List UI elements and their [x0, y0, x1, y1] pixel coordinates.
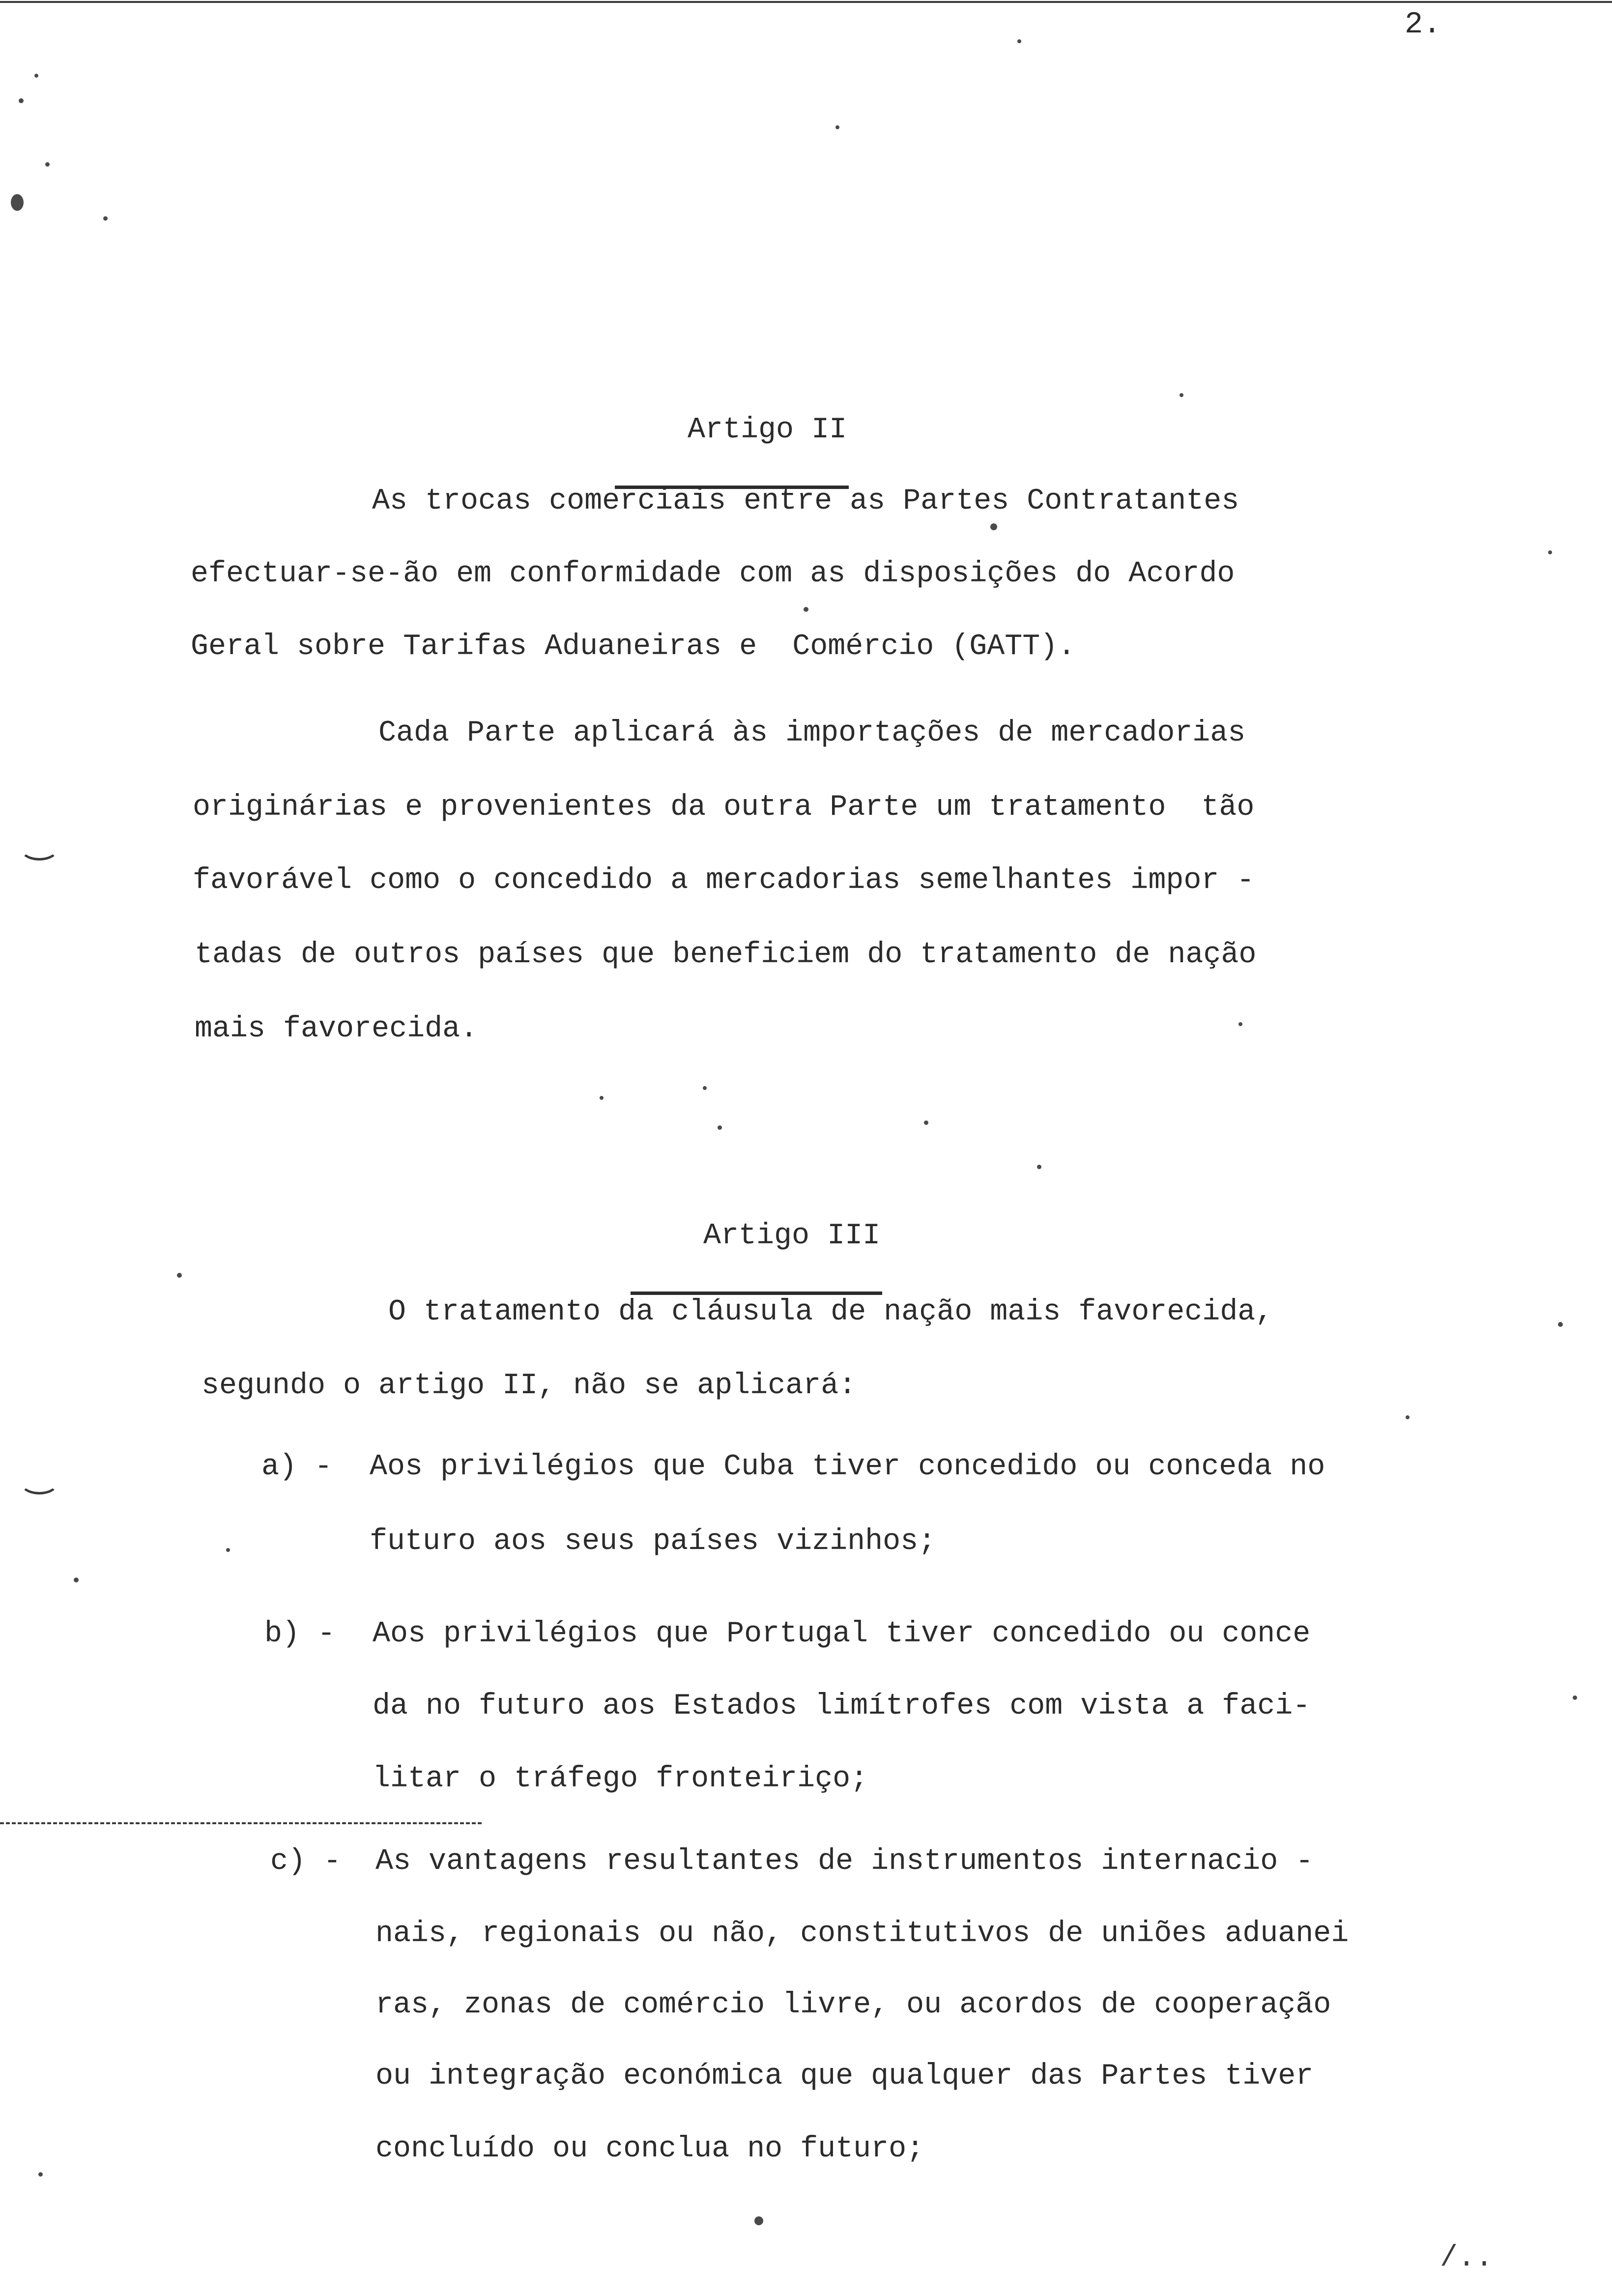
scan-speck: [226, 1548, 230, 1552]
scan-speck: [1558, 1322, 1563, 1327]
scan-speck: [718, 1125, 722, 1130]
top-border-line: [0, 1, 1612, 3]
item-c-line: ras, zonas de comércio livre, ou acordos de cooperação: [375, 1988, 1331, 2022]
scan-speck: [103, 216, 108, 221]
scan-speck: [38, 2172, 43, 2177]
item-c-line: nais, regionais ou não, constitutivos de uniões aduanei: [375, 1917, 1349, 1951]
scan-speck: [1238, 1022, 1242, 1026]
item-b-line: Aos privilégios que Portugal tiver concedido ou conce: [373, 1617, 1311, 1651]
scan-speck: [74, 1578, 79, 1582]
scan-speck: [1180, 393, 1183, 397]
item-c-line: As vantagens resultantes de instrumentos internacio -: [375, 1845, 1314, 1878]
item-a-line: futuro aos seus países vizinhos;: [370, 1525, 936, 1558]
scan-speck: [45, 162, 50, 167]
artigo-iii-intro-line: segundo o artigo II, não se aplicará:: [202, 1369, 857, 1403]
scan-speck: [600, 1096, 604, 1100]
scan-speck: [1017, 39, 1021, 43]
artigo-ii-line: favorável como o concedido a mercadorias semelhantes impor -: [193, 864, 1255, 897]
scan-speck: [754, 2216, 763, 2225]
artigo-ii-line: Geral sobre Tarifas Aduaneiras e Comércio (GATT).: [191, 630, 1076, 663]
scan-speck: [703, 1086, 707, 1090]
punch-hole-arc: [20, 835, 59, 861]
item-b-marker: b) -: [264, 1617, 336, 1651]
artigo-ii-line: Cada Parte aplicará às importações de mercadorias: [378, 717, 1246, 750]
scan-speck: [1573, 1695, 1577, 1700]
artigo-ii-line: mais favorecida.: [195, 1012, 478, 1046]
scan-speck: [835, 125, 839, 129]
artigo-ii-heading: Artigo II: [617, 371, 847, 489]
artigo-ii-line: tadas de outros países que beneficiem do tratamento de nação: [195, 938, 1257, 972]
scan-speck: [177, 1273, 182, 1278]
artigo-iii-intro-line: O tratamento da cláusula de nação mais favorecida,: [388, 1295, 1273, 1329]
artigo-ii-line: originárias e provenientes da outra Parte um tratamento tão: [193, 791, 1255, 824]
scan-speck: [1037, 1165, 1041, 1169]
artigo-ii-line: efectuar-se-ão em conformidade com as disposições do Acordo: [191, 557, 1235, 591]
scan-speck: [19, 98, 24, 103]
continuation-mark: /..: [1440, 2241, 1494, 2275]
punch-hole-arc: [20, 1469, 59, 1494]
scan-speck: [990, 523, 997, 530]
item-c-marker: c) -: [270, 1845, 342, 1878]
item-a-line: Aos privilégios que Cuba tiver concedido ou conceda no: [370, 1450, 1325, 1484]
item-c-line: concluído ou conclua no futuro;: [375, 2132, 924, 2166]
artigo-ii-line: As trocas comerciais entre as Partes Contratantes: [372, 485, 1239, 518]
item-b-line: litar o tráfego fronteiriço;: [373, 1762, 868, 1796]
scan-speck: [1406, 1415, 1410, 1419]
scan-speck: [34, 74, 38, 78]
item-c-line: ou integração económica que qualquer das Partes tiver: [375, 2060, 1314, 2093]
item-a-marker: a) -: [261, 1450, 333, 1484]
scan-speck: [11, 194, 24, 211]
scan-speck: [804, 607, 808, 612]
scan-speck: [1548, 550, 1552, 554]
page-number: 2.: [1405, 7, 1441, 42]
item-b-line: da no futuro aos Estados limítrofes com vista a faci-: [373, 1690, 1311, 1723]
scan-speck: [924, 1120, 928, 1125]
dashed-margin-line: [0, 1822, 482, 1824]
artigo-iii-heading: Artigo III: [633, 1177, 880, 1295]
